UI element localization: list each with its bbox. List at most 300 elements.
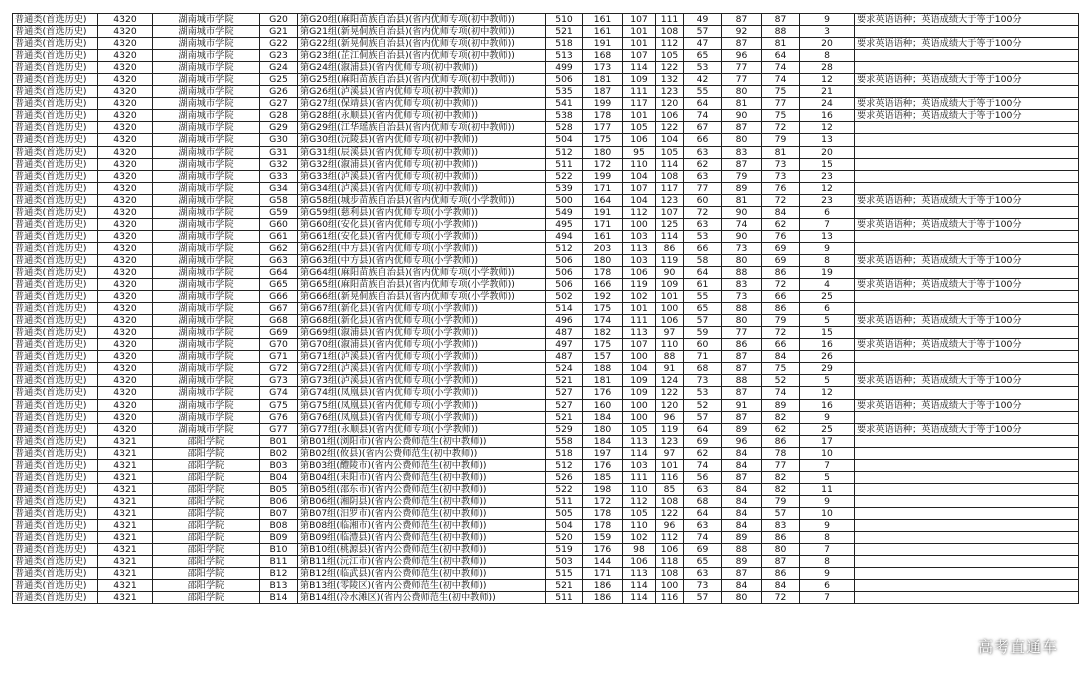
table-cell: 9	[800, 14, 855, 26]
table-cell: 普通类(首选历史)	[13, 411, 98, 423]
table-cell: 91	[656, 363, 684, 375]
table-cell: 101	[623, 303, 656, 315]
table-cell: 84	[762, 351, 800, 363]
table-cell: 512	[546, 146, 583, 158]
table-cell: 95	[623, 146, 656, 158]
table-cell: 7	[800, 459, 855, 471]
table-cell: 第B04组(耒阳市)(省内公费师范生(初中教师))	[298, 471, 546, 483]
table-cell: 第G65组(麻阳苗族自治县)(省内优师专项(小学教师))	[298, 279, 546, 291]
table-row	[13, 146, 1079, 158]
table-cell: 6	[800, 206, 855, 218]
table-cell: 109	[623, 74, 656, 86]
table-cell: 普通类(首选历史)	[13, 291, 98, 303]
table-cell: 180	[583, 423, 623, 435]
table-cell: 103	[623, 459, 656, 471]
table-cell: 111	[623, 471, 656, 483]
table-cell: 110	[656, 339, 684, 351]
table-cell: 101	[656, 459, 684, 471]
table-cell: 4320	[98, 363, 153, 375]
table-cell: 119	[656, 423, 684, 435]
table-cell: 湖南城市学院	[153, 266, 260, 278]
table-cell: 第G34组(泸溪县)(省内优师专项(初中教师))	[298, 182, 546, 194]
table-cell	[855, 435, 1079, 447]
table-row	[13, 279, 1079, 291]
table-cell: 106	[623, 134, 656, 146]
table-cell: 69	[684, 544, 722, 556]
table-cell: 89	[762, 399, 800, 411]
table-cell: 84	[722, 507, 762, 519]
table-cell	[855, 170, 1079, 182]
table-cell: B09	[260, 532, 298, 544]
table-cell: 8	[800, 254, 855, 266]
table-cell: 4320	[98, 38, 153, 50]
table-cell: 199	[583, 98, 623, 110]
table-cell: 要求英语语种；英语成绩大于等于100分	[855, 375, 1079, 387]
table-cell: G26	[260, 86, 298, 98]
table-row	[13, 303, 1079, 315]
table-cell: 506	[546, 266, 583, 278]
table-cell: 87	[722, 411, 762, 423]
table-cell: 4320	[98, 230, 153, 242]
table-cell: 4320	[98, 351, 153, 363]
table-cell: 86	[762, 568, 800, 580]
table-cell: 20	[800, 38, 855, 50]
table-cell: 97	[656, 447, 684, 459]
table-cell	[855, 351, 1079, 363]
table-cell: 要求英语语种；英语成绩大于等于100分	[855, 194, 1079, 206]
table-cell: 湖南城市学院	[153, 315, 260, 327]
table-row	[13, 399, 1079, 411]
table-cell: G27	[260, 98, 298, 110]
table-cell: 69	[684, 435, 722, 447]
table-cell: 114	[656, 230, 684, 242]
table-cell: 第B08组(临湘市)(省内公费师范生(初中教师))	[298, 519, 546, 531]
table-cell: 174	[583, 315, 623, 327]
table-cell: 9	[800, 242, 855, 254]
table-cell: 普通类(首选历史)	[13, 303, 98, 315]
table-cell: 4320	[98, 303, 153, 315]
table-cell: 湖南城市学院	[153, 98, 260, 110]
table-cell	[855, 556, 1079, 568]
table-cell: 175	[583, 134, 623, 146]
table-cell: 89	[722, 182, 762, 194]
table-cell: 76	[762, 182, 800, 194]
table-cell: 湖南城市学院	[153, 327, 260, 339]
table-cell: 87	[722, 158, 762, 170]
table-cell: 89	[722, 556, 762, 568]
table-cell: 144	[583, 556, 623, 568]
table-cell: 邵阳学院	[153, 556, 260, 568]
table-cell: 109	[656, 279, 684, 291]
table-cell: 邵阳学院	[153, 447, 260, 459]
table-cell: 106	[623, 556, 656, 568]
table-cell: 第B11组(沅江市)(省内公费师范生(初中教师))	[298, 556, 546, 568]
table-cell: 邵阳学院	[153, 495, 260, 507]
table-cell: 湖南城市学院	[153, 122, 260, 134]
table-cell: 第G24组(溆浦县)(省内优师专项(初中教师))	[298, 62, 546, 74]
table-cell: 第G33组(泸溪县)(省内优师专项(初中教师))	[298, 170, 546, 182]
table-cell: B14	[260, 592, 298, 604]
table-cell: 湖南城市学院	[153, 194, 260, 206]
table-cell: B12	[260, 568, 298, 580]
table-cell: 159	[583, 532, 623, 544]
table-cell: 29	[800, 363, 855, 375]
table-cell: 504	[546, 519, 583, 531]
table-cell: 4320	[98, 182, 153, 194]
table-cell: 80	[722, 254, 762, 266]
table-cell: 邵阳学院	[153, 459, 260, 471]
table-cell: G58	[260, 194, 298, 206]
table-cell: 湖南城市学院	[153, 38, 260, 50]
table-cell: 181	[583, 375, 623, 387]
table-cell: 第G27组(保靖县)(省内优师专项(初中教师))	[298, 98, 546, 110]
table-cell: 114	[623, 580, 656, 592]
table-cell: 湖南城市学院	[153, 279, 260, 291]
table-row	[13, 50, 1079, 62]
table-cell: 529	[546, 423, 583, 435]
table-cell: 58	[684, 254, 722, 266]
table-cell: 第G23组(芷江侗族自治县)(省内优师专项(初中教师))	[298, 50, 546, 62]
table-row	[13, 62, 1079, 74]
table-cell: 112	[623, 206, 656, 218]
table-cell: 87	[722, 351, 762, 363]
table-cell: 第G61组(安化县)(省内优师专项(小学教师))	[298, 230, 546, 242]
table-cell: 96	[722, 50, 762, 62]
table-cell: 541	[546, 98, 583, 110]
table-cell: 普通类(首选历史)	[13, 580, 98, 592]
table-cell	[855, 26, 1079, 38]
table-row	[13, 592, 1079, 604]
table-cell: 73	[722, 291, 762, 303]
table-cell: 普通类(首选历史)	[13, 86, 98, 98]
table-cell	[855, 206, 1079, 218]
table-cell	[855, 447, 1079, 459]
table-cell: 普通类(首选历史)	[13, 14, 98, 26]
table-cell: 要求英语语种；英语成绩大于等于100分	[855, 218, 1079, 230]
table-row	[13, 556, 1079, 568]
table-cell: 105	[623, 423, 656, 435]
table-cell: 535	[546, 86, 583, 98]
table-cell: 普通类(首选历史)	[13, 74, 98, 86]
table-cell: 60	[684, 339, 722, 351]
table-cell: 9	[800, 495, 855, 507]
table-cell: 63	[684, 519, 722, 531]
table-cell: 第B01组(浏阳市)(省内公费师范生(初中教师))	[298, 435, 546, 447]
table-cell: 166	[583, 279, 623, 291]
table-cell: 84	[722, 495, 762, 507]
table-cell: 湖南城市学院	[153, 291, 260, 303]
table-cell: 邵阳学院	[153, 532, 260, 544]
table-cell: 普通类(首选历史)	[13, 98, 98, 110]
table-cell	[855, 507, 1079, 519]
table-cell: 4320	[98, 218, 153, 230]
table-cell: 116	[656, 471, 684, 483]
table-cell: 496	[546, 315, 583, 327]
table-row	[13, 568, 1079, 580]
table-cell: 511	[546, 495, 583, 507]
table-cell: 117	[623, 98, 656, 110]
table-cell: 3	[800, 26, 855, 38]
table-cell: 湖南城市学院	[153, 170, 260, 182]
table-cell	[855, 230, 1079, 242]
table-cell: 124	[656, 375, 684, 387]
table-cell: B07	[260, 507, 298, 519]
table-cell: 80	[762, 544, 800, 556]
table-cell: 55	[684, 291, 722, 303]
table-cell: 75	[762, 86, 800, 98]
table-cell: 4320	[98, 315, 153, 327]
table-cell: 4321	[98, 568, 153, 580]
table-cell: 湖南城市学院	[153, 206, 260, 218]
table-cell: 100	[623, 399, 656, 411]
table-cell: 65	[684, 556, 722, 568]
table-cell: 108	[656, 26, 684, 38]
table-cell: 第G69组(溆浦县)(省内优师专项(小学教师))	[298, 327, 546, 339]
table-row	[13, 74, 1079, 86]
table-cell: 187	[583, 86, 623, 98]
table-cell: 第B07组(汨罗市)(省内公费师范生(初中教师))	[298, 507, 546, 519]
table-cell: 9	[800, 519, 855, 531]
table-cell: 171	[583, 182, 623, 194]
table-row	[13, 194, 1079, 206]
table-cell: 4320	[98, 291, 153, 303]
table-cell: 4321	[98, 519, 153, 531]
table-cell: 4320	[98, 423, 153, 435]
table-cell: 161	[583, 230, 623, 242]
table-cell: 177	[583, 122, 623, 134]
table-cell: 普通类(首选历史)	[13, 110, 98, 122]
table-cell: G76	[260, 411, 298, 423]
table-cell: 57	[684, 411, 722, 423]
table-cell: 要求英语语种；英语成绩大于等于100分	[855, 14, 1079, 26]
table-cell: 61	[684, 279, 722, 291]
table-cell: 普通类(首选历史)	[13, 146, 98, 158]
table-cell: 第G21组(新晃侗族自治县)(省内优师专项(初中教师))	[298, 26, 546, 38]
table-cell: 82	[762, 411, 800, 423]
table-cell: 104	[623, 363, 656, 375]
table-cell: B01	[260, 435, 298, 447]
table-cell: 要求英语语种；英语成绩大于等于100分	[855, 74, 1079, 86]
table-row	[13, 471, 1079, 483]
table-cell	[855, 327, 1079, 339]
table-cell: 4320	[98, 339, 153, 351]
table-cell: 171	[583, 218, 623, 230]
table-cell: 510	[546, 14, 583, 26]
table-cell: 53	[684, 230, 722, 242]
table-cell: 88	[722, 303, 762, 315]
table-cell: 90	[722, 110, 762, 122]
table-cell: 17	[800, 435, 855, 447]
table-cell	[855, 592, 1079, 604]
table-cell	[855, 495, 1079, 507]
table-cell: 湖南城市学院	[153, 254, 260, 266]
table-cell: 第G75组(凤凰县)(省内优师专项(小学教师))	[298, 399, 546, 411]
table-cell: 504	[546, 134, 583, 146]
table-cell: 487	[546, 351, 583, 363]
table-cell: 512	[546, 242, 583, 254]
table-cell: 邵阳学院	[153, 580, 260, 592]
table-cell: 邵阳学院	[153, 544, 260, 556]
table-cell: 63	[684, 218, 722, 230]
table-cell: 邵阳学院	[153, 568, 260, 580]
table-cell: 55	[684, 86, 722, 98]
table-cell: 101	[623, 26, 656, 38]
table-cell	[855, 459, 1079, 471]
table-cell: 122	[656, 122, 684, 134]
table-cell: 503	[546, 556, 583, 568]
table-cell: 69	[762, 242, 800, 254]
table-cell: 湖南城市学院	[153, 339, 260, 351]
table-cell: 25	[800, 423, 855, 435]
table-cell: 邵阳学院	[153, 519, 260, 531]
table-cell: 74	[762, 74, 800, 86]
table-cell: 171	[583, 568, 623, 580]
table-cell	[855, 50, 1079, 62]
table-cell: 494	[546, 230, 583, 242]
table-row	[13, 122, 1079, 134]
table-cell: 第G30组(沅陵县)(省内优师专项(初中教师))	[298, 134, 546, 146]
table-cell	[855, 122, 1079, 134]
table-cell: 10	[800, 507, 855, 519]
table-cell: 176	[583, 544, 623, 556]
table-cell: 15	[800, 158, 855, 170]
table-cell: 72	[762, 327, 800, 339]
table-cell: 107	[656, 206, 684, 218]
table-cell: 要求英语语种；英语成绩大于等于100分	[855, 423, 1079, 435]
table-cell: 192	[583, 291, 623, 303]
table-cell: 77	[722, 327, 762, 339]
table-cell: 515	[546, 568, 583, 580]
table-cell: 88	[656, 351, 684, 363]
table-cell: 197	[583, 447, 623, 459]
table-cell: 91	[722, 399, 762, 411]
table-cell: 487	[546, 327, 583, 339]
table-cell: 84	[722, 459, 762, 471]
table-cell: 28	[800, 62, 855, 74]
table-cell: 521	[546, 375, 583, 387]
table-cell: 519	[546, 544, 583, 556]
table-cell: G68	[260, 315, 298, 327]
table-cell: 117	[656, 182, 684, 194]
table-cell: 100	[656, 303, 684, 315]
table-cell: 4320	[98, 411, 153, 423]
table-cell: 5	[800, 471, 855, 483]
table-row	[13, 507, 1079, 519]
table-cell: 12	[800, 182, 855, 194]
table-cell: 96	[722, 435, 762, 447]
table-cell: 175	[583, 339, 623, 351]
table-cell: 203	[583, 242, 623, 254]
table-cell: 4321	[98, 459, 153, 471]
table-cell: 122	[656, 387, 684, 399]
table-cell: 176	[583, 387, 623, 399]
table-cell: 普通类(首选历史)	[13, 170, 98, 182]
table-cell	[855, 158, 1079, 170]
table-cell: 100	[623, 218, 656, 230]
table-cell: 81	[762, 38, 800, 50]
table-cell: 114	[623, 592, 656, 604]
table-cell: G24	[260, 62, 298, 74]
table-cell: 4320	[98, 146, 153, 158]
table-cell: 湖南城市学院	[153, 74, 260, 86]
table-cell: 4	[800, 279, 855, 291]
table-cell: 26	[800, 351, 855, 363]
table-cell: G20	[260, 14, 298, 26]
table-cell: 第G62组(中方县)(省内优师专项(小学教师))	[298, 242, 546, 254]
table-cell: 110	[623, 483, 656, 495]
table-cell: 8	[800, 50, 855, 62]
table-row	[13, 98, 1079, 110]
table-cell: 7	[800, 592, 855, 604]
table-cell: 66	[762, 291, 800, 303]
table-cell: B03	[260, 459, 298, 471]
table-cell: 191	[583, 206, 623, 218]
table-cell: 73	[762, 170, 800, 182]
table-cell: 湖南城市学院	[153, 423, 260, 435]
table-cell: 72	[762, 122, 800, 134]
table-cell: 199	[583, 170, 623, 182]
table-cell: G23	[260, 50, 298, 62]
table-cell: 57	[762, 507, 800, 519]
table-cell: 123	[656, 194, 684, 206]
table-cell: 湖南城市学院	[153, 363, 260, 375]
table-cell: 普通类(首选历史)	[13, 351, 98, 363]
table-cell: 普通类(首选历史)	[13, 230, 98, 242]
table-cell: 186	[583, 592, 623, 604]
table-cell: 104	[623, 194, 656, 206]
table-row	[13, 182, 1079, 194]
table-cell: 96	[656, 411, 684, 423]
table-cell: 4320	[98, 387, 153, 399]
table-cell: 178	[583, 110, 623, 122]
table-cell: 42	[684, 74, 722, 86]
table-cell: 173	[583, 62, 623, 74]
table-cell	[855, 62, 1079, 74]
table-cell: 521	[546, 26, 583, 38]
table-cell: 4320	[98, 158, 153, 170]
table-cell: 511	[546, 158, 583, 170]
table-cell: 湖南城市学院	[153, 62, 260, 74]
table-row	[13, 375, 1079, 387]
table-cell: 湖南城市学院	[153, 399, 260, 411]
table-cell: 49	[684, 14, 722, 26]
table-cell: 102	[623, 291, 656, 303]
table-cell: 第B13组(零陵区)(省内公费师范生(初中教师))	[298, 580, 546, 592]
table-cell: 要求英语语种；英语成绩大于等于100分	[855, 98, 1079, 110]
table-cell: 178	[583, 266, 623, 278]
table-cell: 普通类(首选历史)	[13, 327, 98, 339]
table-cell: 506	[546, 279, 583, 291]
table-cell	[855, 483, 1079, 495]
table-cell: G77	[260, 423, 298, 435]
table-cell: G62	[260, 242, 298, 254]
table-cell: G69	[260, 327, 298, 339]
table-row	[13, 519, 1079, 531]
table-cell: 普通类(首选历史)	[13, 483, 98, 495]
table-cell: 普通类(首选历史)	[13, 556, 98, 568]
table-cell: B05	[260, 483, 298, 495]
table-cell: 105	[623, 122, 656, 134]
table-cell: 119	[656, 254, 684, 266]
table-cell: 要求英语语种；英语成绩大于等于100分	[855, 279, 1079, 291]
table-cell: G60	[260, 218, 298, 230]
table-cell: 62	[684, 447, 722, 459]
table-cell: 19	[800, 266, 855, 278]
table-row	[13, 580, 1079, 592]
table-cell: 66	[684, 134, 722, 146]
table-cell: 第G73组(泸溪县)(省内优师专项(小学教师))	[298, 375, 546, 387]
table-cell: 77	[762, 459, 800, 471]
